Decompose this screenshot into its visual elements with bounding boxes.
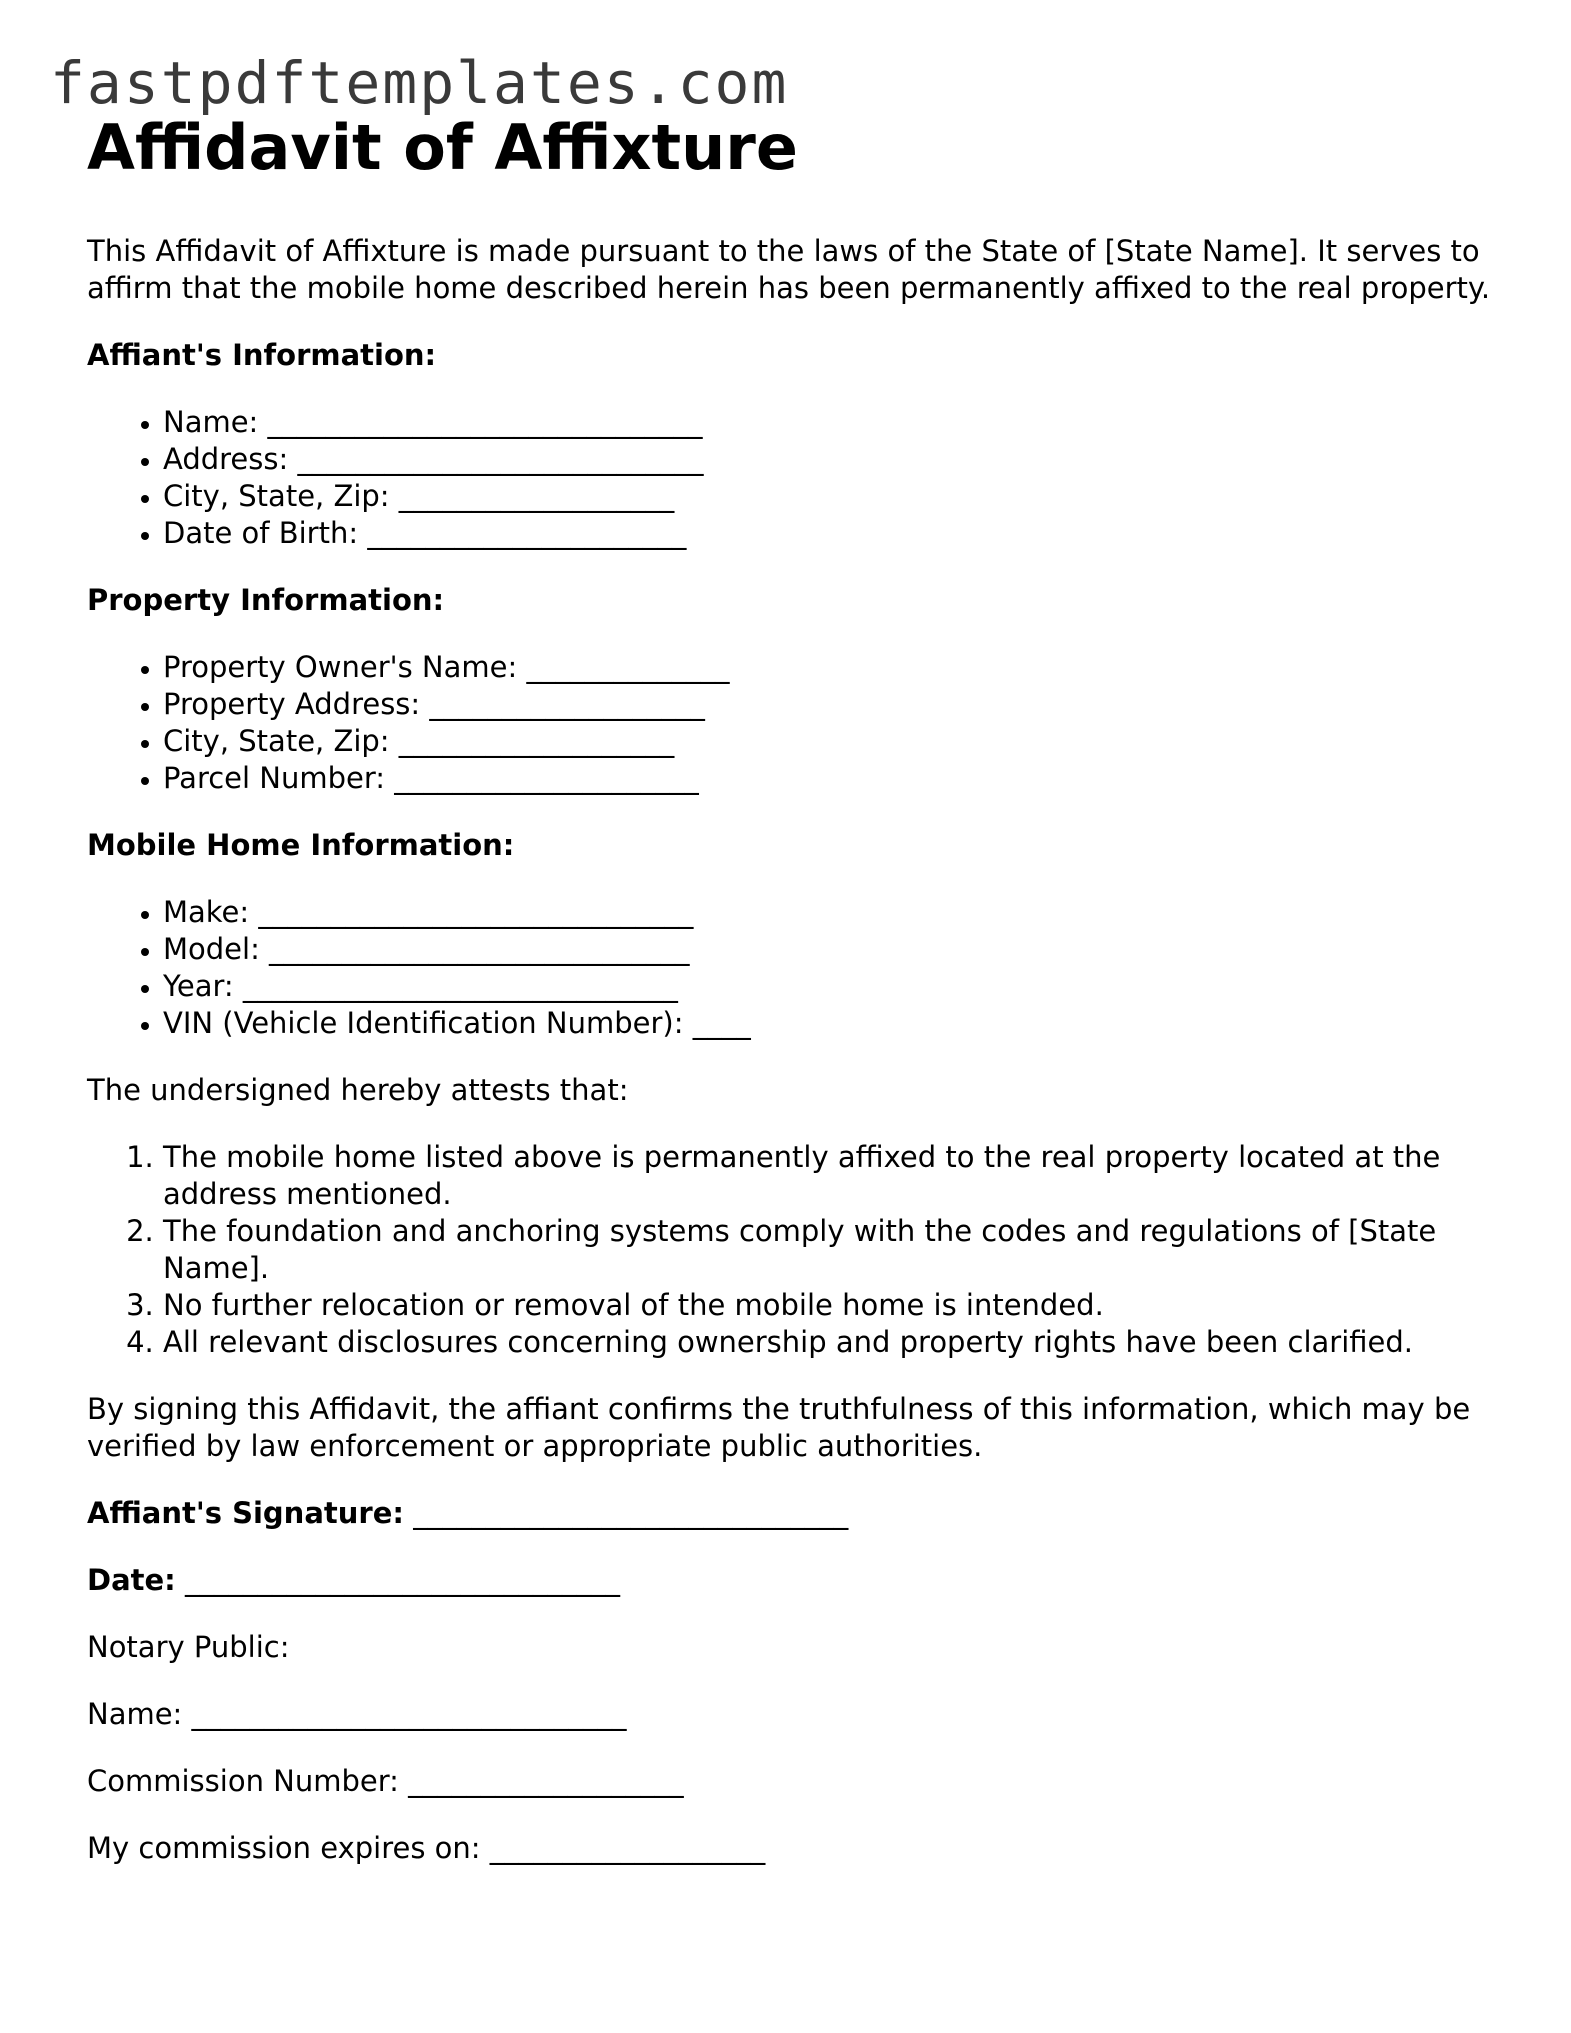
affiant-address-field: • Address: ____________________________ [163,441,1507,478]
vin-field: • VIN (Vehicle Identification Number): ____ [163,1005,1507,1042]
property-list [87,649,1507,797]
intro-paragraph: This Affidavit of Affixture is made pursuant to the laws of the State of [State Name]. It serves to affirm that the mobile home described herein has been permanently affixed to the real property. [87,234,1491,305]
parcel-number-field: • Parcel Number: _____________________ [163,760,1507,797]
property-heading: Property Information: [87,583,445,617]
affiant-city-field: • City, State, Zip: ___________________ [163,478,1507,515]
attestation-item: 1. The mobile home listed above is permanently affixed to the real property located at the address mentioned. [163,1139,1507,1213]
date-blank: ______________________________ [185,1563,620,1597]
commission-expires-field: My commission expires on: ___________________ [87,1831,766,1865]
affiant-dob-field: • Date of Birth: ______________________ [163,515,1507,552]
mobile-home-heading: Mobile Home Information: [87,828,515,862]
document [87,108,1507,1867]
date-label: Date: [87,1563,176,1597]
signature-line [87,1495,1507,1532]
model-field: • Model: _____________________________ [163,931,1507,968]
attestation-item: 4. All relevant disclosures concerning ownership and property rights have been clarified. [163,1324,1507,1361]
attest-intro: The undersigned hereby attests that: [87,1073,629,1107]
property-address-field: • Property Address: ___________________ [163,686,1507,723]
affiant-list [87,404,1507,552]
mobile-home-list [87,894,1507,1042]
make-field: • Make: ______________________________ [163,894,1507,931]
attestation-list [87,1139,1507,1361]
signature-label: Affiant's Signature: [87,1496,404,1530]
affiant-heading: Affiant's Information: [87,338,437,372]
document-title: Affidavit of Affixture [87,111,798,184]
signature-blank: ______________________________ [413,1496,849,1530]
notary-heading: Notary Public: [87,1630,290,1664]
property-city-field: • City, State, Zip: ___________________ [163,723,1507,760]
attestation-item: 3. No further relocation or removal of the mobile home is intended. [163,1287,1507,1324]
date-line [87,1562,1507,1599]
affiant-name-field: • Name: ______________________________ [163,404,1507,441]
attestation-item: 2. The foundation and anchoring systems comply with the codes and regulations of [State Name]. [163,1213,1507,1287]
property-owner-field: • Property Owner's Name: ______________ [163,649,1507,686]
year-field: • Year: ______________________________ [163,968,1507,1005]
watermark: fastpdftemplates.com [50,49,789,117]
notary-name-field: Name: ______________________________ [87,1697,627,1731]
closing-paragraph: By signing this Affidavit, the affiant confirms the truthfulness of this information, which may be verified by law enforcement or appropriate public authorities. [87,1392,1471,1463]
commission-number-field: Commission Number: ___________________ [87,1764,684,1798]
